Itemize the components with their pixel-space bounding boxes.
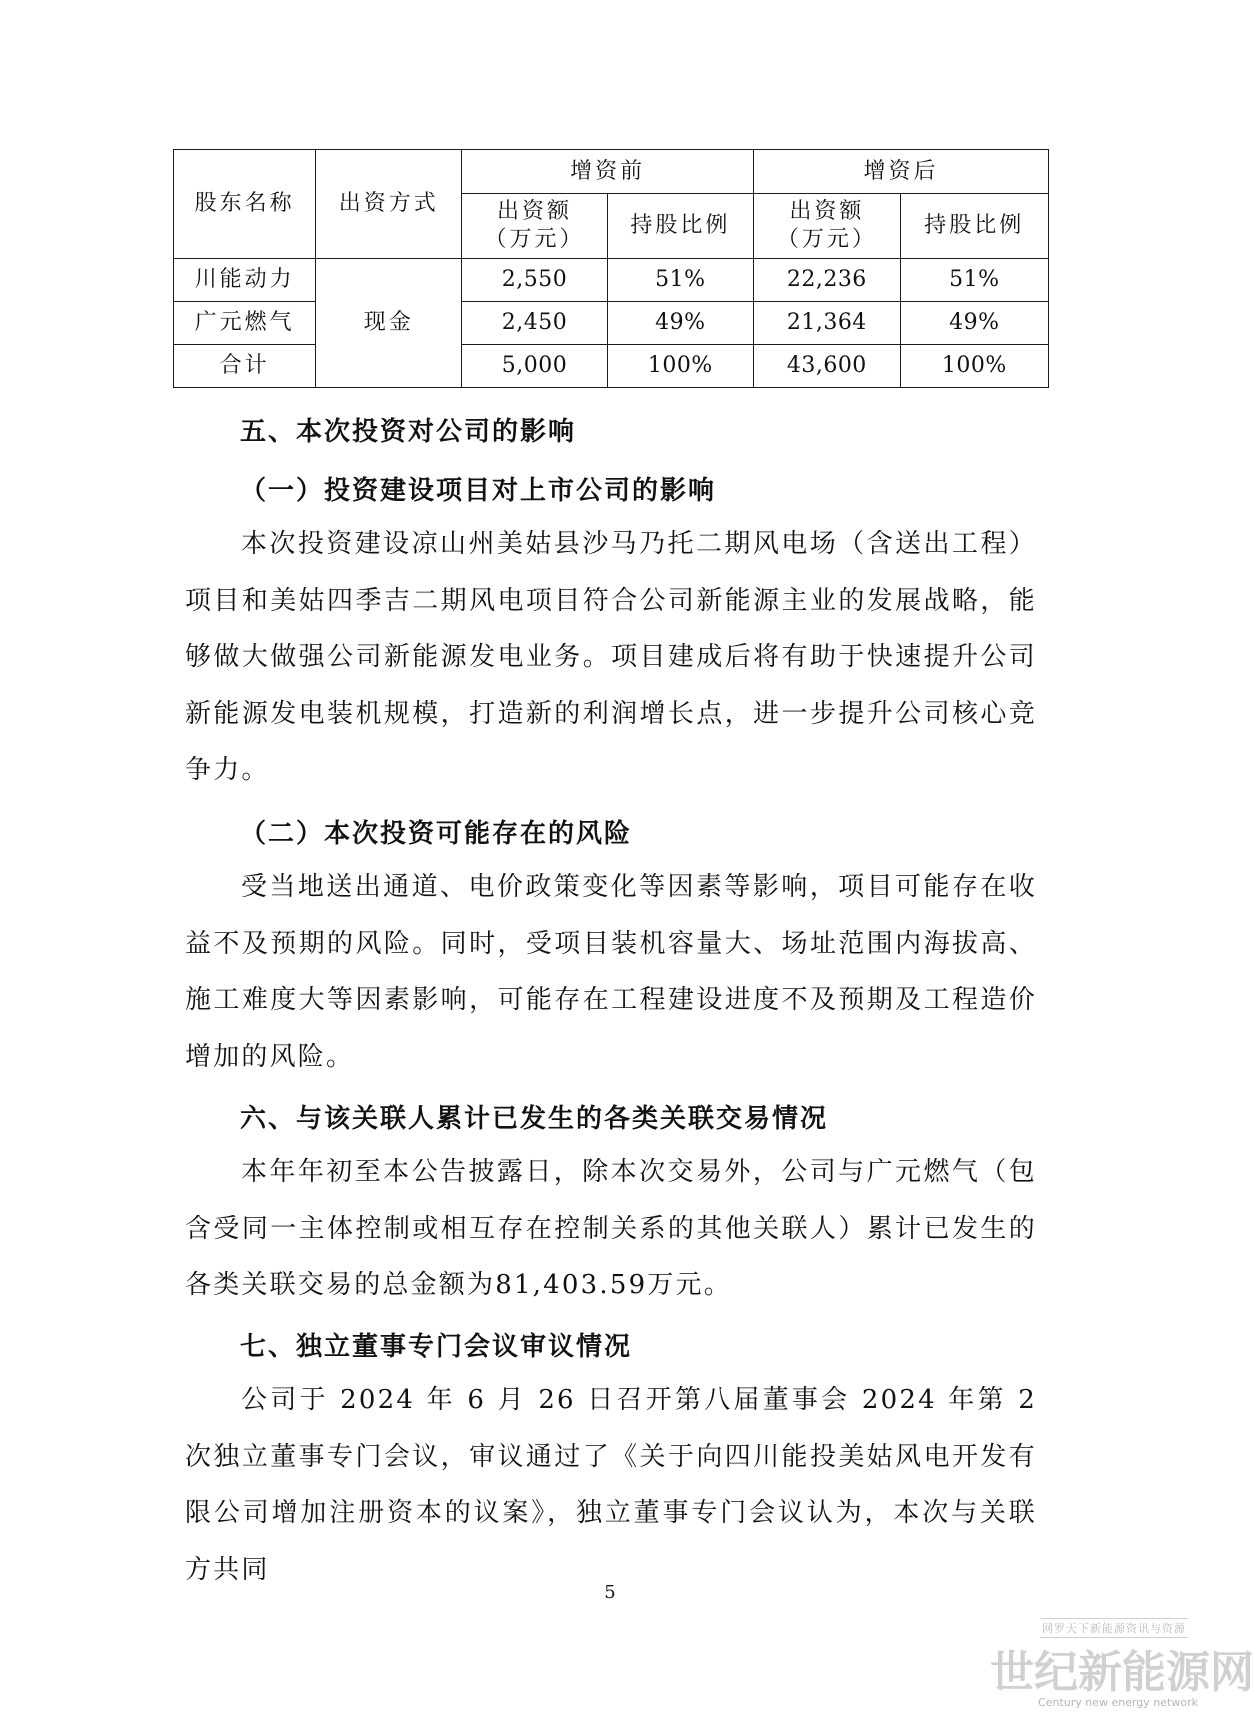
before-amount: 2,550 bbox=[462, 259, 607, 302]
before-ratio: 51% bbox=[607, 259, 753, 302]
header-before-amount bbox=[462, 194, 607, 259]
after-ratio: 100% bbox=[900, 345, 1048, 388]
section-5-title: 五、本次投资对公司的影响 bbox=[240, 417, 577, 447]
header-after-amount bbox=[754, 194, 901, 259]
row-name: 广元燃气 bbox=[174, 302, 316, 345]
section-7-text: 公司于 2024 年 6 月 26 日召开第八届董事会 2024 年第 2 次独立董事专门会议，审议通过了《关于向四川能投美姑风电开发有限公司增加注册资本的议案》，独立董事专门会议认为，本次与关联方共同 bbox=[185, 1385, 1037, 1585]
header-after-ratio: 持股比例 bbox=[900, 194, 1048, 259]
row-name: 川能动力 bbox=[174, 259, 316, 302]
before-amount: 2,450 bbox=[462, 302, 607, 345]
page-number: 5 bbox=[604, 1582, 616, 1603]
after-amount: 22,236 bbox=[754, 259, 901, 302]
before-ratio: 100% bbox=[607, 345, 753, 388]
table-row bbox=[174, 259, 1049, 302]
section-5-1-text: 本次投资建设凉山州美姑县沙马乃托二期风电场（含送出工程）项目和美姑四季吉二期风电项目符合公司新能源主业的发展战略，能够做大做强公司新能源发电业务。项目建成后将有助于快速提升公司新能源发电装机规模，打造新的利润增长点，进一步提升公司核心竞争力。 bbox=[185, 529, 1037, 785]
watermark-logo-text: 世纪新能源网 bbox=[990, 1647, 1254, 1698]
section-7-title: 七、独立董事专门会议审议情况 bbox=[240, 1332, 633, 1362]
after-ratio: 49% bbox=[900, 302, 1048, 345]
method-value: 现金 bbox=[316, 259, 462, 388]
section-6-title: 六、与该关联人累计已发生的各类关联交易情况 bbox=[240, 1104, 829, 1134]
before-amount: 5,000 bbox=[462, 345, 607, 388]
header-before-ratio: 持股比例 bbox=[607, 194, 753, 259]
section-5-2-title: （二）本次投资可能存在的风险 bbox=[240, 819, 633, 849]
header-amount-text: 出资额 （万元） bbox=[776, 199, 877, 252]
before-ratio: 49% bbox=[607, 302, 753, 345]
section-5-2-text: 受当地送出通道、电价政策变化等因素等影响，项目可能存在收益不及预期的风险。同时，受项目装机容量大、场址范围内海拔高、施工难度大等因素影响，可能存在工程建设进度不及预期及工程造价增加的风险。 bbox=[185, 872, 1037, 1072]
watermark-tagline: 网罗天下新能源资讯与资源 bbox=[1040, 1618, 1188, 1638]
section-6-text: 本年年初至本公告披露日，除本次交易外，公司与广元燃气（包含受同一主体控制或相互存在控制关系的其他关联人）累计已发生的各类关联交易的总金额为81,403.59万元。 bbox=[185, 1157, 1037, 1300]
after-amount: 43,600 bbox=[754, 345, 901, 388]
watermark-english: Century new energy network bbox=[1038, 1696, 1198, 1709]
header-shareholder: 股东名称 bbox=[174, 150, 316, 259]
header-method: 出资方式 bbox=[316, 150, 462, 259]
section-5-1-title: （一）投资建设项目对上市公司的影响 bbox=[240, 476, 717, 506]
capital-increase-table bbox=[173, 149, 1049, 388]
header-after: 增资后 bbox=[754, 150, 1049, 194]
table-row bbox=[174, 302, 1049, 345]
row-name: 合计 bbox=[174, 345, 316, 388]
table-row bbox=[174, 345, 1049, 388]
after-amount: 21,364 bbox=[754, 302, 901, 345]
header-amount-text: 出资额 （万元） bbox=[484, 199, 585, 252]
after-ratio: 51% bbox=[900, 259, 1048, 302]
header-before: 增资前 bbox=[462, 150, 754, 194]
